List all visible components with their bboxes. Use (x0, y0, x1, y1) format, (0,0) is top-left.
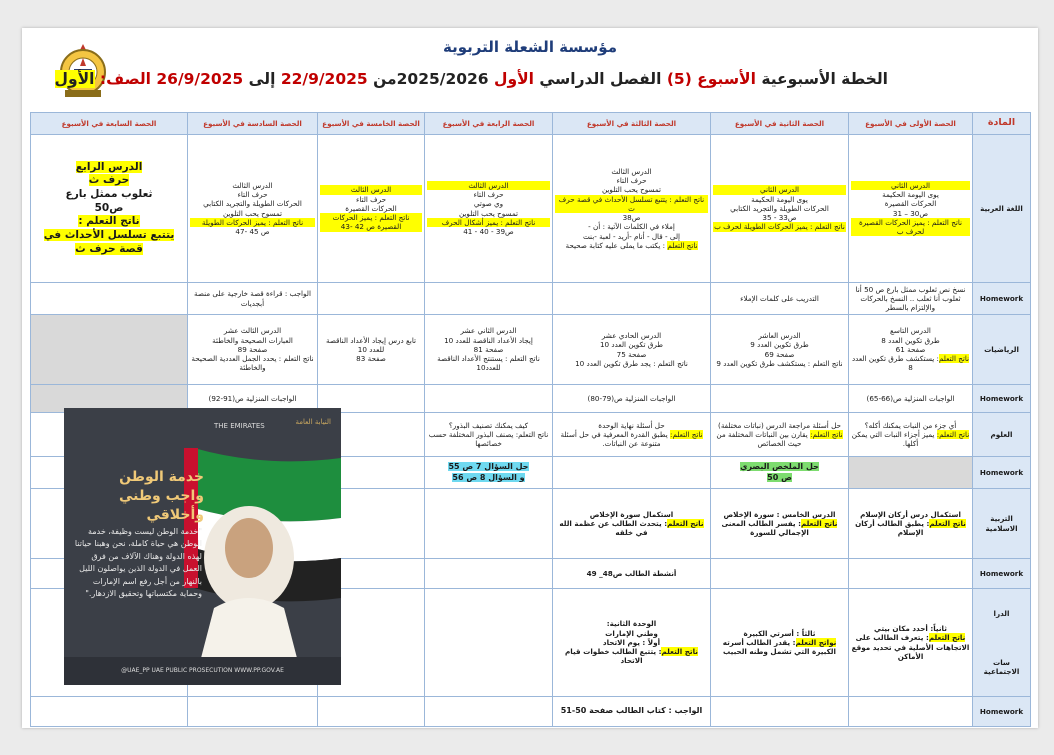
homework-cell (711, 385, 849, 413)
subject-cell (973, 589, 1031, 697)
lesson-cell (425, 135, 553, 283)
table-row-arabic (31, 135, 1031, 283)
week-number: الأسبوع (5) (666, 70, 756, 88)
lesson-line: : يطبق الطالب أركان الإسلام (855, 518, 930, 538)
homework-cell: نسخ نص ثعلوب ممثل بارع ص 50 أنا ثعلوب أنا ثعلب .. النسخ بالحركات والإلتزام بالسطر (849, 283, 973, 315)
lesson-cell (318, 135, 425, 283)
national-service-poster (64, 408, 341, 685)
homework-cell (553, 283, 711, 315)
subject-cell: التربية الاسلامية (973, 489, 1031, 559)
learning-outcome: ناتج التعلم (667, 240, 698, 250)
lesson-title: الدرس الثالث (427, 181, 550, 190)
learning-outcome: ناتج التعلم (938, 354, 970, 364)
to-date: 26/9/2025 (156, 70, 244, 88)
lesson-line: العبارات الصحيحة والخاطئة (212, 335, 293, 345)
learning-outcome: ناتج التعلم (667, 518, 704, 528)
poster-org: النيابة العامة (295, 418, 331, 426)
lesson-line: ص50 (94, 201, 124, 214)
from-label: من (373, 70, 397, 88)
lesson-title: الدرس الثاني (851, 181, 970, 190)
homework-cell: الواجبات المنزلية ص(79-80) (553, 385, 711, 413)
lesson-line: استكمال سورة الإخلاص (589, 509, 674, 519)
lesson-line: الدرس التاسع (890, 326, 931, 336)
lesson-line: ناتج التعلم: يصنف البذور المختلفة حسب خصائصها (428, 429, 549, 449)
lesson-title: الدرس الرابع (75, 160, 143, 173)
lesson-line: صفحة 81 (473, 344, 504, 354)
homework-cell (553, 457, 711, 489)
lesson-line: : يتحدث الطالب عن عظمة الله في خلقه (559, 518, 668, 538)
poster-headline-line: واجب وطني وأخلاقي (118, 487, 204, 523)
grade-label: الصف: (99, 70, 151, 88)
lesson-line: الدرس الثالث عشر (223, 326, 282, 336)
subject-label: سات الاجتماعية (983, 657, 1020, 677)
academic-year: 2025/2026 (396, 70, 489, 88)
homework-label: Homework (973, 385, 1031, 413)
subject-label: الدرا (993, 608, 1010, 618)
lesson-line: إلى - قال - أنام -أريد - لعبة -بنت (582, 231, 681, 241)
lesson-line: طرق تكوين العدد 8 (881, 335, 940, 345)
learning-outcome: ناتج التعلم: (936, 429, 970, 439)
lesson-line: الدرس الحادي عشر (601, 331, 662, 341)
lesson-cell (425, 413, 553, 457)
lesson-line: أي جزء من النبات يمكنك أكله؟ (864, 420, 957, 430)
lesson-cell (711, 589, 849, 697)
empty-cell (31, 315, 188, 385)
lesson-line: حرف التاء (473, 190, 504, 200)
lesson-line: يطبق القدرة المعرفية في حل أسئلة متنوعة عن النباتات. (560, 429, 668, 449)
column-header: الحصة السادسة في الأسبوع (188, 113, 318, 135)
homework-label: Homework (973, 457, 1031, 489)
homework-cell (425, 697, 553, 727)
column-header: الحصة الثالثة في الأسبوع (553, 113, 711, 135)
lesson-line: ناتج التعلم : يجد طرق تكوين العدد 10 (575, 358, 688, 368)
lesson-line: ص33 - 35 (762, 213, 797, 223)
to-label: إلى (248, 70, 276, 88)
lesson-line: ناتج التعلم : يحدد الجمل العددية الصحيحة والخاطئة (191, 354, 314, 373)
term-label: الفصل الدراسي (539, 70, 662, 88)
learning-outcome: ناتج التعلم : (78, 215, 140, 228)
column-header: المادة (973, 113, 1031, 135)
lesson-cell (711, 135, 849, 283)
homework-cell (425, 283, 553, 315)
homework-cell (425, 559, 553, 589)
lesson-line: : يفسر الطالب المعنى الإجمالي للسورة (721, 518, 809, 538)
subject-cell: العلوم (973, 413, 1031, 457)
homework-cell: الواجبات المنزلية ص(66-65) (849, 385, 973, 413)
lesson-line: ص39 - 40 - 41 (463, 226, 514, 236)
column-header: الحصة الأولى في الأسبوع (849, 113, 973, 135)
homework-cell (318, 697, 425, 727)
learning-outcome: ناتج التعلم : يميز الحركات القصيرة ص 42 -43 (320, 213, 422, 231)
lesson-line: طرق تكوين العدد 10 (599, 340, 664, 350)
lesson-line: إيجاد الأعداد الناقصة للعدد 10 (444, 335, 533, 345)
lesson-line: الحركات القصيرة (884, 199, 937, 209)
homework-text: حل الملخص البصري (740, 462, 819, 472)
organization-name: مؤسسة الشعلة التربوية (443, 38, 617, 56)
lesson-line: يقارن بين النباتات المختلفة من حيث الخصائص (716, 429, 808, 449)
lesson-cell (711, 413, 849, 457)
learning-outcome: ناتج التعلم (800, 518, 838, 528)
lesson-line: ص30 – 31 (892, 208, 929, 218)
homework-cell (31, 283, 188, 315)
lesson-line: تمسوح يحب التلوين (458, 208, 519, 218)
lesson-line: صفحة 83 (356, 354, 386, 364)
lesson-line: تمسوح يحب التلوين (222, 208, 283, 218)
lesson-line: ناتج التعلم : يستكشف طرق تكوين العدد 9 (716, 358, 843, 368)
lesson-line: الحركات الطويلة والتجريد الكتابي (730, 203, 829, 213)
lesson-line: الحركات القصيرة (345, 203, 397, 213)
lesson-line: كيف يمكنك تصنيف البذور؟ (448, 420, 529, 430)
lesson-cell (553, 135, 711, 283)
lesson-line: الدرس العاشر (758, 331, 801, 341)
lesson-line: ثانياً: أحدد مكان بيتي (874, 624, 947, 634)
lesson-cell (318, 315, 425, 385)
homework-cell: أنشطة الطالب ص48_ 49 (553, 559, 711, 589)
table-row-math (31, 315, 1031, 385)
learning-outcome: ناتج التعلم : يميز الحركات الطويلة لحرف ب (714, 222, 845, 232)
homework-label: Homework (973, 697, 1031, 727)
lesson-line: الوحدة الثانية: (606, 619, 657, 629)
homework-label: Homework (973, 559, 1031, 589)
homework-cell (849, 559, 973, 589)
lesson-line: : يتعرف الطالب على الاتجاهات الأصلية في تحديد موقع الأماكن (851, 633, 970, 661)
lesson-cell (849, 589, 973, 697)
lesson-line: تابع درس إيجاد الأعداد الناقصة للعدد 10 (325, 335, 417, 354)
homework-cell (188, 697, 318, 727)
learning-outcome: نواتج التعلم (795, 637, 837, 647)
lesson-title: الدرس الثاني (713, 185, 846, 194)
homework-cell: الواجب : كتاب الطالب صفحة 50-51 (553, 697, 711, 727)
lesson-line: صفحة 75 (616, 349, 647, 359)
homework-cell (318, 283, 425, 315)
lesson-line: يوى اليومة الحكيمة (751, 194, 808, 204)
plan-prefix: الخطة الأسبوعية (761, 70, 888, 88)
lesson-line: ص38 (622, 213, 641, 223)
lesson-cell (188, 315, 318, 385)
homework-cell (31, 697, 188, 727)
learning-outcome: ناتج التعلم (929, 518, 966, 528)
homework-cell (711, 697, 849, 727)
column-header: الحصة الرابعة في الأسبوع (425, 113, 553, 135)
lesson-line: الدرس الخامس : سورة الإخلاص (723, 509, 836, 519)
table-header-row (31, 113, 1031, 135)
lesson-cell (425, 315, 553, 385)
learning-outcome: ناتج التعلم : يميز الحركات القصيرة لحرف ب (851, 218, 970, 236)
homework-cell (425, 385, 553, 413)
learning-outcome: ناتج التعلم: (670, 429, 703, 439)
plan-title (55, 70, 888, 88)
lesson-line: : يقدر الطالب أسرته الكبيرة التي تشمل وطنه الحبيب (722, 637, 836, 657)
column-header: الحصة السابعة في الأسبوع (31, 113, 188, 135)
lesson-cell (849, 315, 973, 385)
homework-cell: الواجب : قراءة قصة خارجية على منصة أبجديات (188, 283, 318, 315)
learning-outcome: ناتج التعلم : يتتبع تسلسل الأحداث في قصة حرف ت (555, 195, 708, 213)
lesson-cell (553, 589, 711, 697)
lesson-line: ثالثاً : أسرتي الكبيرة (743, 628, 816, 638)
lesson-line: صفحة 69 (764, 349, 795, 359)
lesson-line: إملاء في الكلمات الآتية : أن - (588, 222, 675, 232)
lesson-cell (553, 413, 711, 457)
lesson-line: حل أسئلة نهاية الوحدة (598, 420, 665, 430)
lesson-line: الحركات الطويلة والتجريد الكتابي (203, 199, 302, 209)
lesson-cell (425, 489, 553, 559)
column-header: الحصة الثانية في الأسبوع (711, 113, 849, 135)
lesson-line: وطني الإمارات (605, 628, 658, 638)
lesson-line: : يكتب ما يملى عليه كتابة صحيحة (565, 240, 666, 250)
table-row-homework (31, 283, 1031, 315)
lesson-cell (849, 413, 973, 457)
lesson-cell (711, 489, 849, 559)
learning-outcome: ناتج التعلم: (810, 429, 843, 439)
lesson-line: حرف ث (88, 174, 130, 187)
poster-quote: "خدمة الوطن ليست وظيفة، خدمة الوطن هي حياة كاملة، نحن وهبنا حياتنا لهذه الدولة وهناك الآلاف من فرق العمل في الدولة الذين يواصلون الليل بالنهار من أجل رفع اسم الإمارات وحماية مكتسباتها وتحقيق الازدهار." (74, 527, 202, 598)
lesson-line: : يستكشف طرق تكوين العدد 8 (851, 354, 939, 373)
poster-brand: THE EMIRATES (214, 422, 265, 430)
lesson-line: ص 45 -47 (235, 226, 270, 236)
lesson-line: أولاً : يوم الاتحاد (602, 637, 661, 647)
lesson-line: يوى اليومة الحكيمة (882, 190, 939, 200)
lesson-cell (31, 135, 188, 283)
lesson-line: استكمال درس أركان الإسلام (860, 509, 961, 519)
learning-outcome: ناتج التعلم (928, 633, 966, 643)
homework-cell (711, 457, 849, 489)
lesson-title: الدرس الثالث (611, 167, 652, 177)
empty-cell (849, 457, 973, 489)
learning-outcome: ناتج التعلم : يميز الحركات الطويلة (190, 218, 315, 227)
lesson-cell (553, 315, 711, 385)
lesson-line: ناتج التعلم : يستنتج الأعداد الناقصة للعدد10 (437, 354, 540, 373)
lesson-cell (425, 589, 553, 697)
lesson-line: الدرس الثاني عشر (460, 326, 517, 336)
lesson-line: تمسوح يحب التلوين (601, 185, 662, 195)
term-value: الأول (494, 70, 534, 88)
homework-text: حل السؤال 7 ص 55 (448, 462, 529, 472)
lesson-title: الدرس الثالث (232, 180, 273, 190)
homework-cell (711, 559, 849, 589)
lesson-line: حرف التاء (237, 190, 268, 200)
homework-text: و السؤال 8 ص 56 (452, 472, 525, 482)
homework-label: Homework (973, 283, 1031, 315)
lesson-line: وي صوتي (473, 199, 504, 209)
lesson-title: الدرس الثالث (320, 185, 422, 194)
lesson-line: حل أسئلة مراجعة الدرس (نباتات مختلفة) (718, 420, 841, 430)
lesson-cell (553, 489, 711, 559)
homework-text: ص 50 (767, 472, 792, 482)
lesson-line: طرق تكوين العدد 9 (750, 340, 809, 350)
homework-cell (425, 457, 553, 489)
lesson-line: ثعلوب ممثل بارع (65, 188, 153, 201)
learning-outcome: ناتج التعلم (661, 647, 698, 657)
lesson-line: صفحة 61 (895, 344, 926, 354)
poster-headline (74, 468, 204, 525)
from-date: 22/9/2025 (280, 70, 368, 88)
lesson-line: حرف التاء (355, 194, 387, 204)
homework-cell: التدريب على كلمات الإملاء (711, 283, 849, 315)
lesson-cell (849, 135, 973, 283)
column-header: الحصة الخامسة في الأسبوع (318, 113, 425, 135)
homework-cell: الواجبات المنزلية ص(91-92) (188, 385, 318, 413)
lesson-line: يتتبع تسلسل الأحداث في قصة حرف ث (43, 228, 175, 255)
lesson-line: حرف التاء (616, 176, 647, 186)
learning-outcome: ناتج التعلم : يميز أشكال الحرف (427, 218, 550, 227)
homework-cell (849, 697, 973, 727)
subject-cell: الرياضيات (973, 315, 1031, 385)
lesson-cell (188, 135, 318, 283)
table-row-homework (31, 697, 1031, 727)
lesson-line: صفحة 89 (237, 344, 268, 354)
lesson-line: : يتتبع الطالب خطوات قيام الاتحاد (565, 647, 662, 666)
lesson-line: يميز أجزاء النبات التي يمكن أكلها. (851, 429, 935, 449)
poster-footer: @UAE_PP UAE PUBLIC PROSECUTION WWW.PP.GOV.AE (64, 657, 341, 685)
lesson-cell (849, 489, 973, 559)
subject-cell: اللغة العربية (973, 135, 1031, 283)
lesson-cell (711, 315, 849, 385)
grade-value: الأول (54, 70, 95, 88)
poster-headline-line: خدمة الوطن (119, 469, 204, 485)
